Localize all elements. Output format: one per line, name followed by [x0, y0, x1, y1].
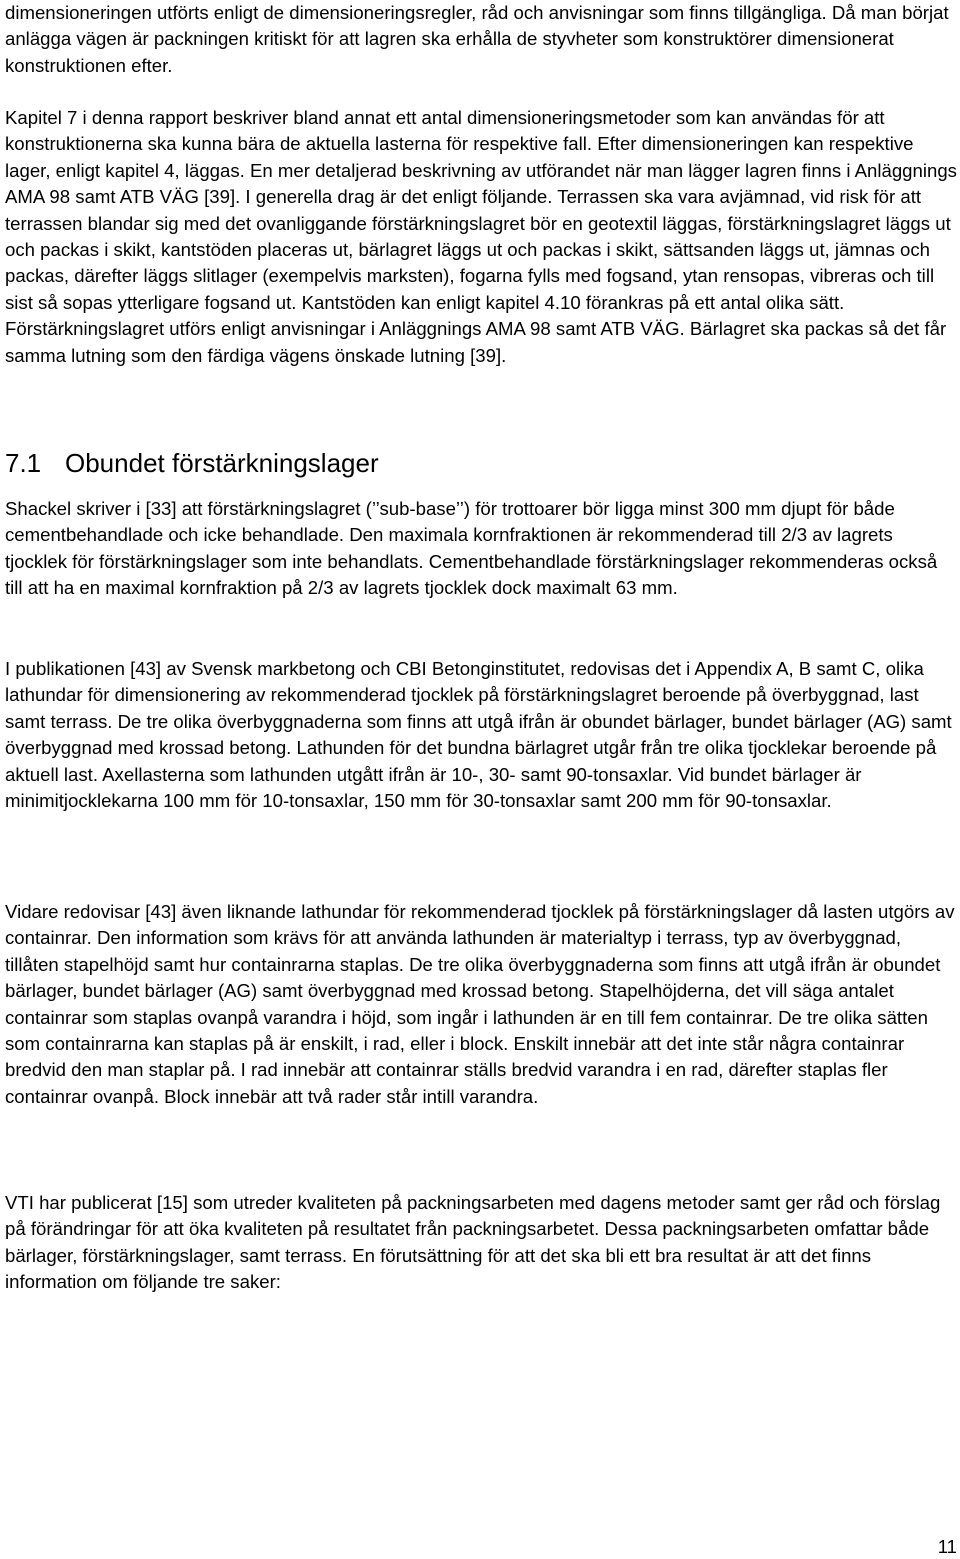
page-number: 11 — [937, 1536, 957, 1557]
paragraph-shackel: Shackel skriver i [33] att förstärkningslagret (’’sub-base’’) för trottoarer bör ligga minst 300 mm djupt för både cementbehandlade och icke behandlade. Den maximala kornfraktionen är rekommenderad till 2/3 av lagrets tjocklek för förstärkningslager som inte behandlats. Cementbehandlade förstärkningslager rekommenderas också till att ha en maximal kornfraktion på 2/3 av lagrets tjocklek dock maximalt 63 mm. — [5, 498, 938, 599]
paragraph-intro-continued: dimensioneringen utförts enligt de dimensioneringsregler, råd och anvisningar som finns tillgängliga. Då man börjat anlägga vägen är packningen kritiskt för att lagren ska erhålla de styvheter som konstruktörer dimensionerat konstruktionen efter. — [5, 2, 949, 76]
paragraph-container-lathund: Vidare redovisar [43] även liknande lathundar för rekommenderad tjocklek på förstärkningslager då lasten utgörs av containrar. Den information som krävs för att använda lathunden är materialtyp i terrass, typ av överbyggnad, tillåten stapelhöjd samt hur containrarna staplas. De tre olika överbyggnaderna som finns att utgå ifrån är obundet bärlager, bundet bärlager (AG) samt överbyggnad med krossad betong. Stapelhöjderna, det vill säga antalet containrar som staplas ovanpå varandra i höjd, som ingår i lathunden är en till fem containrar. De tre olika sätten som containrarna kan staplas på är enskilt, i rad, eller i block. Enskilt innebär att det inte står några containrar bredvid den man staplar på. I rad innebär att containrar ställs bredvid varandra i en rad, därefter staplas fler containrar ovanpå. Block innebär att två rader står intill varandra. — [5, 901, 955, 1107]
section-heading — [5, 446, 379, 480]
section-title: Obundet förstärkningslager — [65, 448, 379, 478]
paragraph-publication-43: I publikationen [43] av Svensk markbetong och CBI Betonginstitutet, redovisas det i Appendix A, B samt C, olika lathundar för dimensionering av rekommenderad tjocklek på förstärkningslagret beroende på överbyggnad, last samt terrass. De tre olika överbyggnaderna som finns att utgå ifrån är obundet bärlager, bundet bärlager (AG) samt överbyggnad med krossad betong. Lathunden för det bundna bärlagret utgår från tre olika tjocklekar beroende på aktuell last. Axellasterna som lathunden utgått ifrån är 10-, 30- samt 90-tonsaxlar. Vid bundet bärlager är minimitjocklekarna 100 mm för 10-tonsaxlar, 150 mm för 30-tonsaxlar samt 200 mm för 90-tonsaxlar. — [5, 658, 952, 812]
paragraph-vti: VTI har publicerat [15] som utreder kvaliteten på packningsarbeten med dagens metoder samt ger råd och förslag på förändringar för att öka kvaliteten på resultatet från packningsarbetet. Dessa packningsarbeten omfattar både bärlager, förstärkningslager, samt terrass. En förutsättning för att det ska bli ett bra resultat är att det finns information om följande tre saker: — [5, 1192, 941, 1293]
paragraph-chapter-7-overview: Kapitel 7 i denna rapport beskriver bland annat ett antal dimensioneringsmetoder som kan användas för att konstruktionerna ska kunna bära de aktuella lasterna för respektive fall. Efter dimensioneringen kan respektive lager, enligt kapitel 4, läggas. En mer detaljerad beskrivning av utförandet när man lägger lagren finns i Anläggnings AMA 98 samt ATB VÄG [39]. I generella drag är det enligt följande. Terrassen ska vara avjämnad, vid risk för att terrassen blandar sig med det ovanliggande förstärkningslagret bör en geotextil läggas, förstärkningslagret läggs ut och packas i skikt, kantstöden placeras ut, bärlagret läggs ut och packas i skikt, sättsanden läggs ut, jämnas och packas, därefter läggs slitlager (exempelvis marksten), fogarna fylls med fogsand, ytan rensopas, vibreras och till sist så sopas ytterligare fogsand ut. Kantstöden kan enligt kapitel 4.10 förankras på ett antal olika sätt. Förstärkningslagret utförs enligt anvisningar i Anläggnings AMA 98 samt ATB VÄG. Bärlagret ska packas så det får samma lutning som den färdiga vägens önskade lutning [39]. — [5, 107, 957, 366]
section-number: 7.1 — [5, 448, 42, 478]
